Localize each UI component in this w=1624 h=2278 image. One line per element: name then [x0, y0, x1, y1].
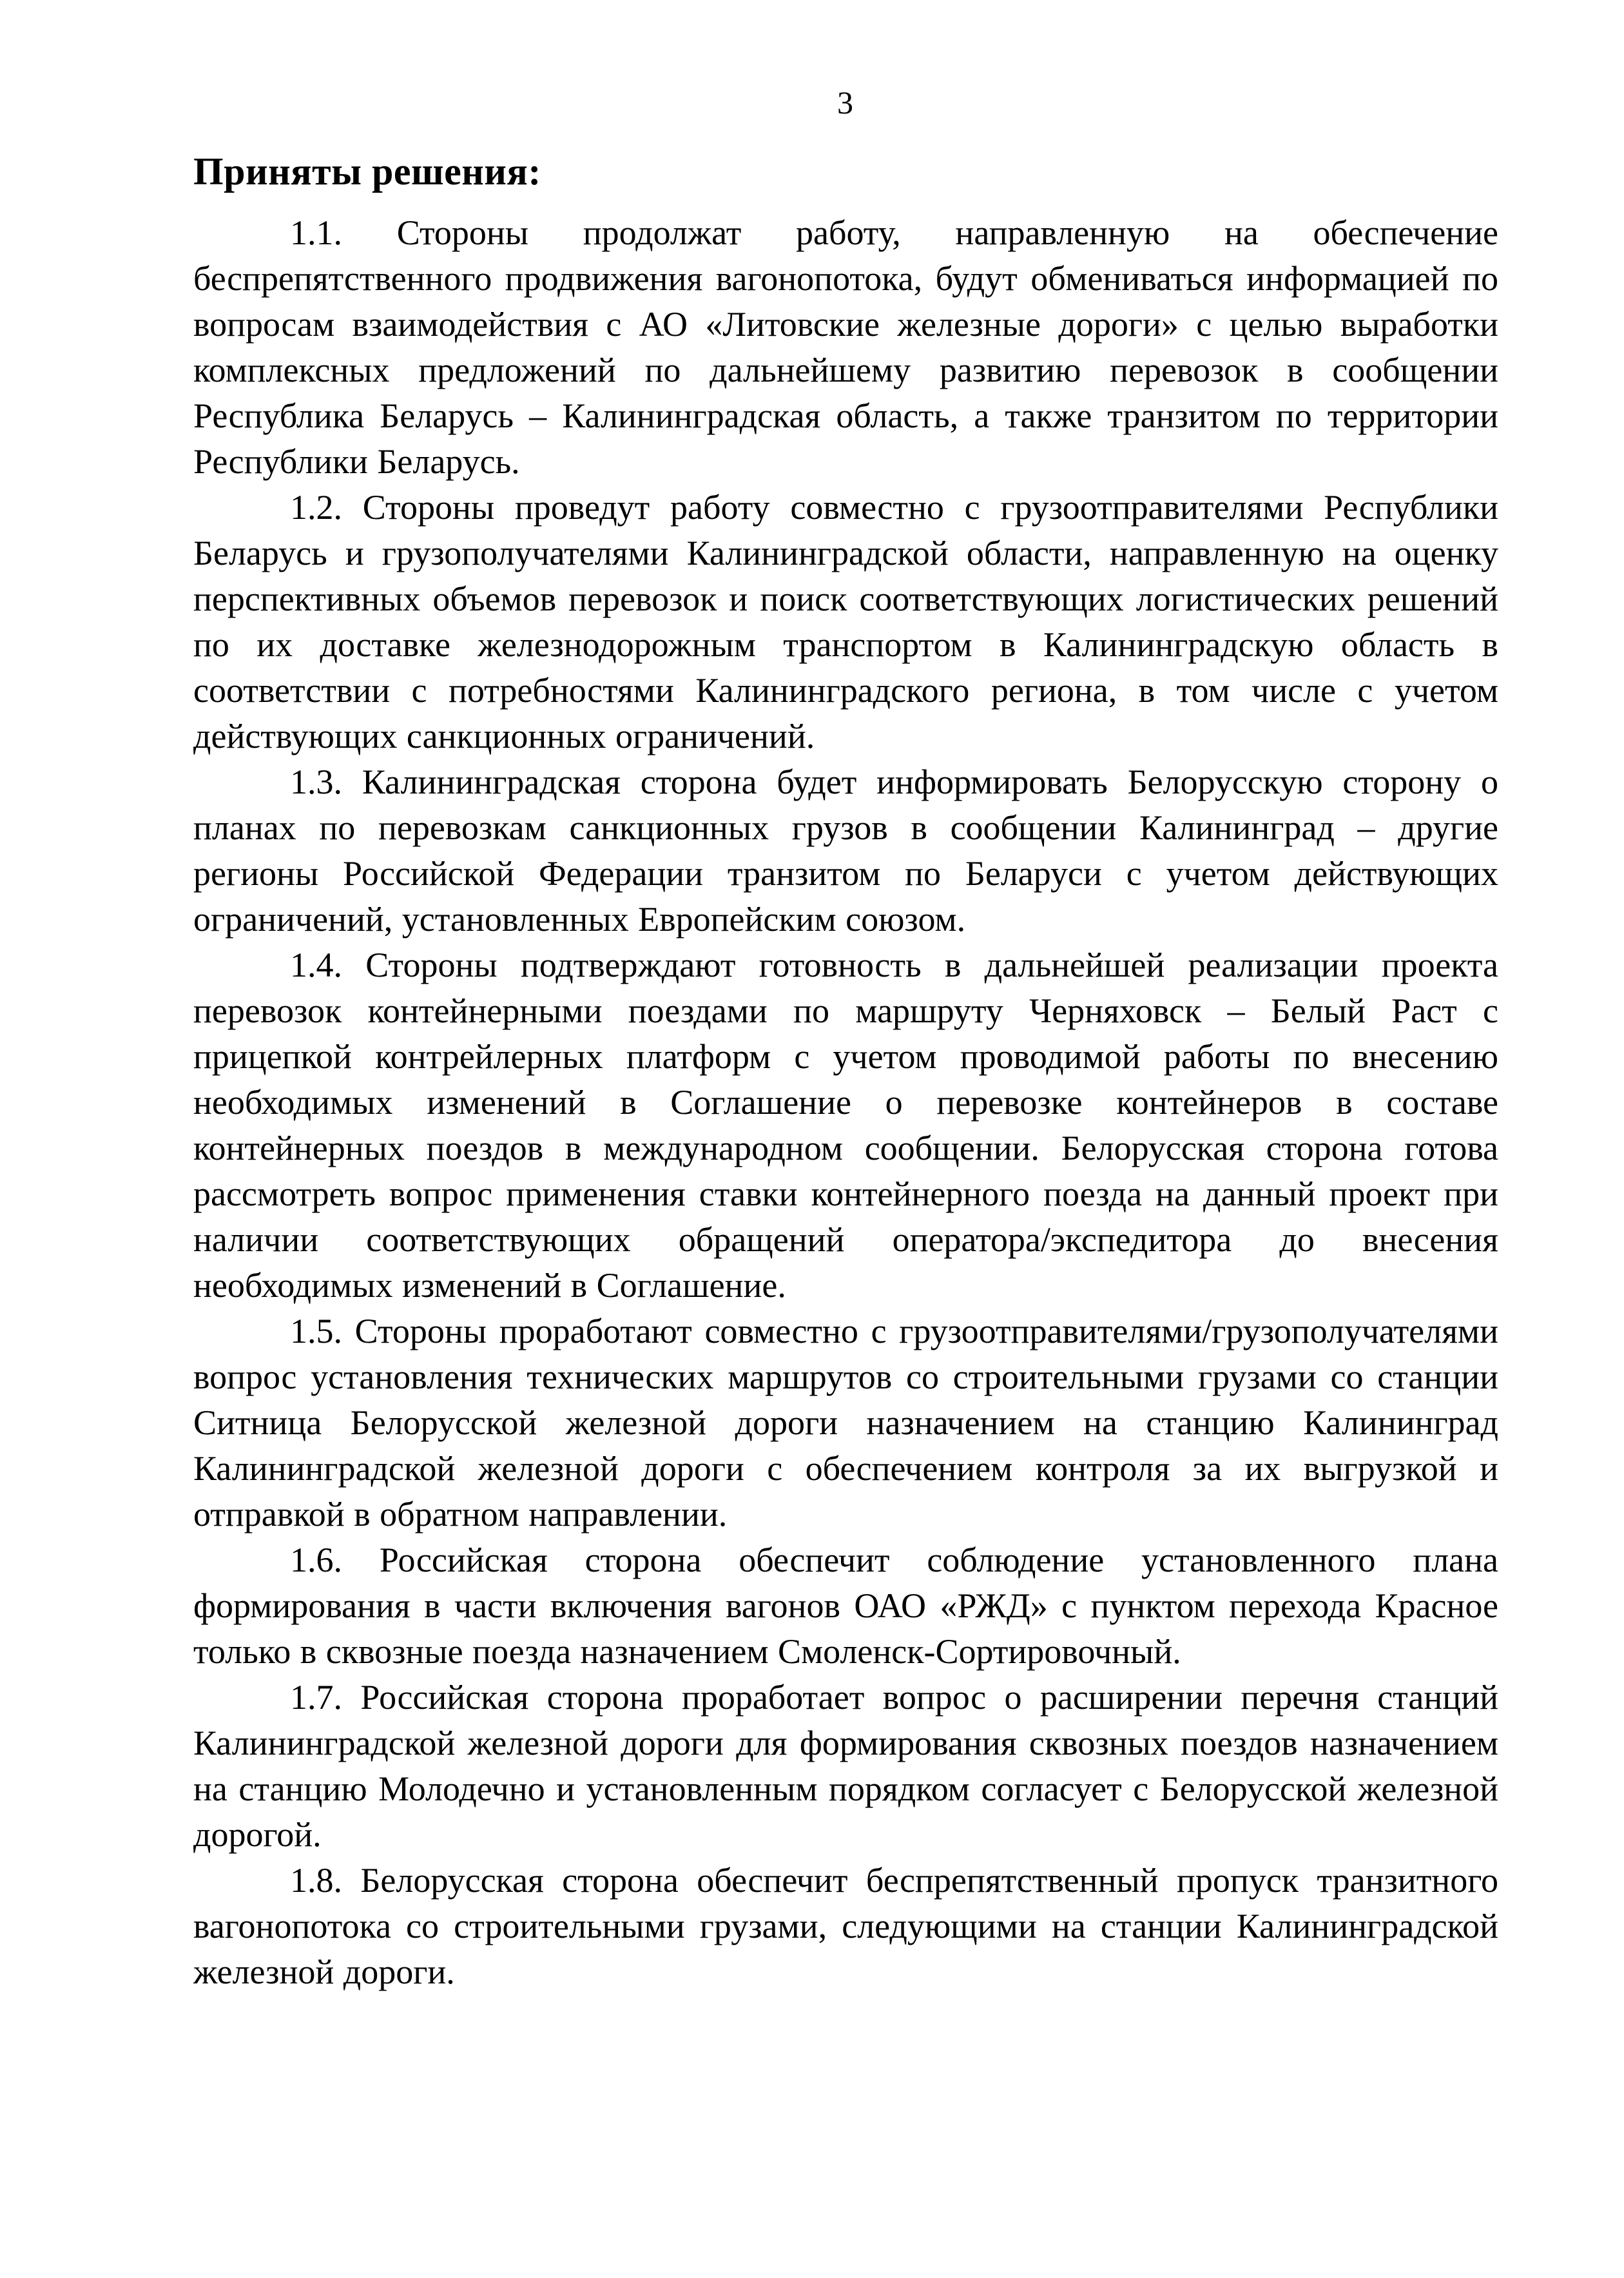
paragraph-1-3: 1.3. Калининградская сторона будет информировать Белорусскую сторону о планах по перевозкам санкционных грузов в сообщении Калининград – другие регионы Российской Федерации транзитом по Беларуси с учетом действующих ограничений, установленных Европейским союзом. [193, 763, 1498, 939]
paragraph-1-8: 1.8. Белорусская сторона обеспечит беспрепятственный пропуск транзитного вагонопотока со строительными грузами, следующими на станции Калининградской железной дороги. [193, 1861, 1498, 1991]
paragraph-1-6: 1.6. Российская сторона обеспечит соблюдение установленного плана формирования в части включения вагонов ОАО «РЖД» с пунктом перехода Красное только в сквозные поезда назначением Смоленск-Сортировочный. [193, 1541, 1498, 1671]
paragraph-1-7: 1.7. Российская сторона проработает вопрос о расширении перечня станций Калининградской железной дороги для формирования сквозных поездов назначением на станцию Молодечно и установленным порядком согласует с Белорусской железной дорогой. [193, 1678, 1498, 1854]
page-number: 3 [837, 84, 855, 121]
document-heading: Приняты решения: [193, 150, 541, 193]
paragraph-1-5: 1.5. Стороны проработают совместно с грузоотправителями/грузополучателями вопрос установления технических маршрутов со строительными грузами со станции Ситница Белорусской железной дороги назначением на станцию Калининград Калининградской железной дороги с обеспечением контроля за их выгрузкой и отправкой в обратном направлении. [193, 1312, 1498, 1533]
paragraph-1-2: 1.2. Стороны проведут работу совместно с грузоотправителями Республики Беларусь и грузополучателями Калининградской области, направленную на оценку перспективных объемов перевозок и поиск соответствующих логистических решений по их доставке железнодорожным транспортом в Калининградскую область в соответствии с потребностями Калининградского региона, в том числе с учетом действующих санкционных ограничений. [193, 488, 1498, 755]
document-body [193, 210, 1498, 1995]
paragraph-1-1: 1.1. Стороны продолжат работу, направленную на обеспечение беспрепятственного продвижения вагонопотока, будут обмениваться информацией по вопросам взаимодействия с АО «Литовские железные дороги» с целью выработки комплексных предложений по дальнейшему развитию перевозок в сообщении Республика Беларусь – Калининградская область, а также транзитом по территории Республики Беларусь. [193, 213, 1498, 481]
paragraph-1-4: 1.4. Стороны подтверждают готовность в дальнейшей реализации проекта перевозок контейнерными поездами по маршруту Черняховск – Белый Раст с прицепкой контрейлерных платформ с учетом проводимой работы по внесению необходимых изменений в Соглашение о перевозке контейнеров в составе контейнерных поездов в международном сообщении. Белорусская сторона готова рассмотреть вопрос применения ставки контейнерного поезда на данный проект при наличии соответствующих обращений оператора/экспедитора до внесения необходимых изменений в Соглашение. [193, 946, 1498, 1305]
